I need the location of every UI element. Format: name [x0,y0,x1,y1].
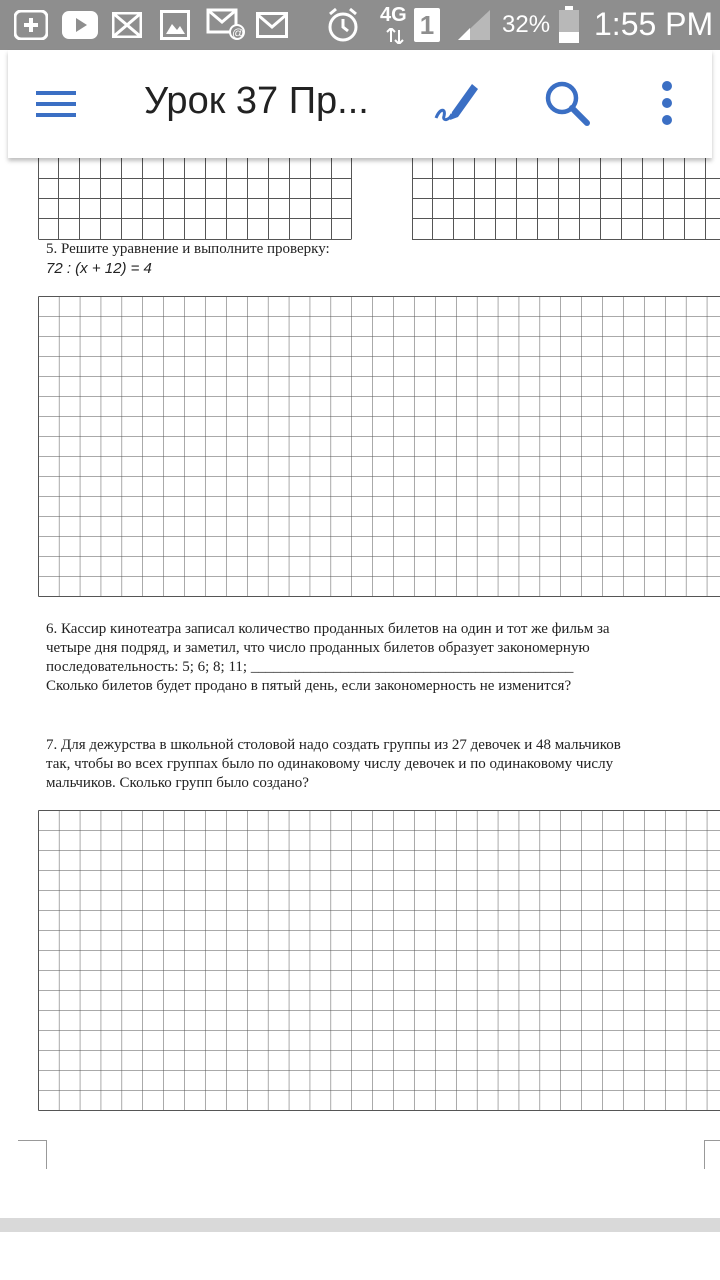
document-title: Урок 37 Пр... [144,80,369,122]
task6-line-1: 6. Кассир кинотеатра записал количество проданных билетов на один и тот же фильм за [46,621,610,637]
network-type: 4G [380,4,407,26]
task6-line-4: Сколько билетов будет продано в пятый день, если закономерность не изменится? [46,678,572,694]
task7-line-3: мальчиков. Сколько групп было создано? [46,775,309,791]
status-bar [0,0,720,50]
search-icon[interactable] [544,80,590,126]
network-icon [386,28,404,44]
edit-icon[interactable] [432,78,480,124]
task5-text: 5. Решите уравнение и выполните проверку: [46,241,330,257]
signal-icon [456,8,492,42]
youtube-icon [62,11,98,39]
menu-icon[interactable] [36,90,76,118]
task7-line-1: 7. Для дежурства в школьной столовой надо создать группы из 27 девочек и 48 мальчиков [46,737,621,753]
battery-percent: 32% [502,11,551,38]
page-corner-left [18,1140,47,1169]
gallery-icon [160,10,190,40]
email-icon [206,8,246,42]
clock: 1:55 PM [594,6,714,42]
mail-icon [112,12,142,38]
document-page[interactable] [0,158,720,1280]
sim-icon: 1 [414,8,440,42]
task7-line-2: так, чтобы во всех группах было по одинаковому числу девочек и по одинаковому числу [46,756,614,772]
answer-grid-top-right [412,158,720,240]
alarm-icon [326,6,360,44]
battery-icon [558,6,580,44]
answer-grid-task7 [38,810,720,1112]
more-icon[interactable] [660,80,674,126]
answer-grid-task5 [38,296,720,598]
add-icon [14,10,48,40]
task5-equation: 72 : (x + 12) = 4 [46,260,152,277]
envelope-icon [256,12,288,38]
task6-line-3: последовательность: 5; 6; 8; 11; ___________________________________________ [46,659,574,675]
svg-text:@: @ [232,26,245,40]
task6-line-2: четыре дня подряд, и заметил, что число проданных билетов образует закономерную [46,640,590,656]
page-corner-right [704,1140,720,1169]
page-separator [0,1218,720,1232]
app-bar [8,50,712,158]
answer-grid-top-left [38,158,352,240]
